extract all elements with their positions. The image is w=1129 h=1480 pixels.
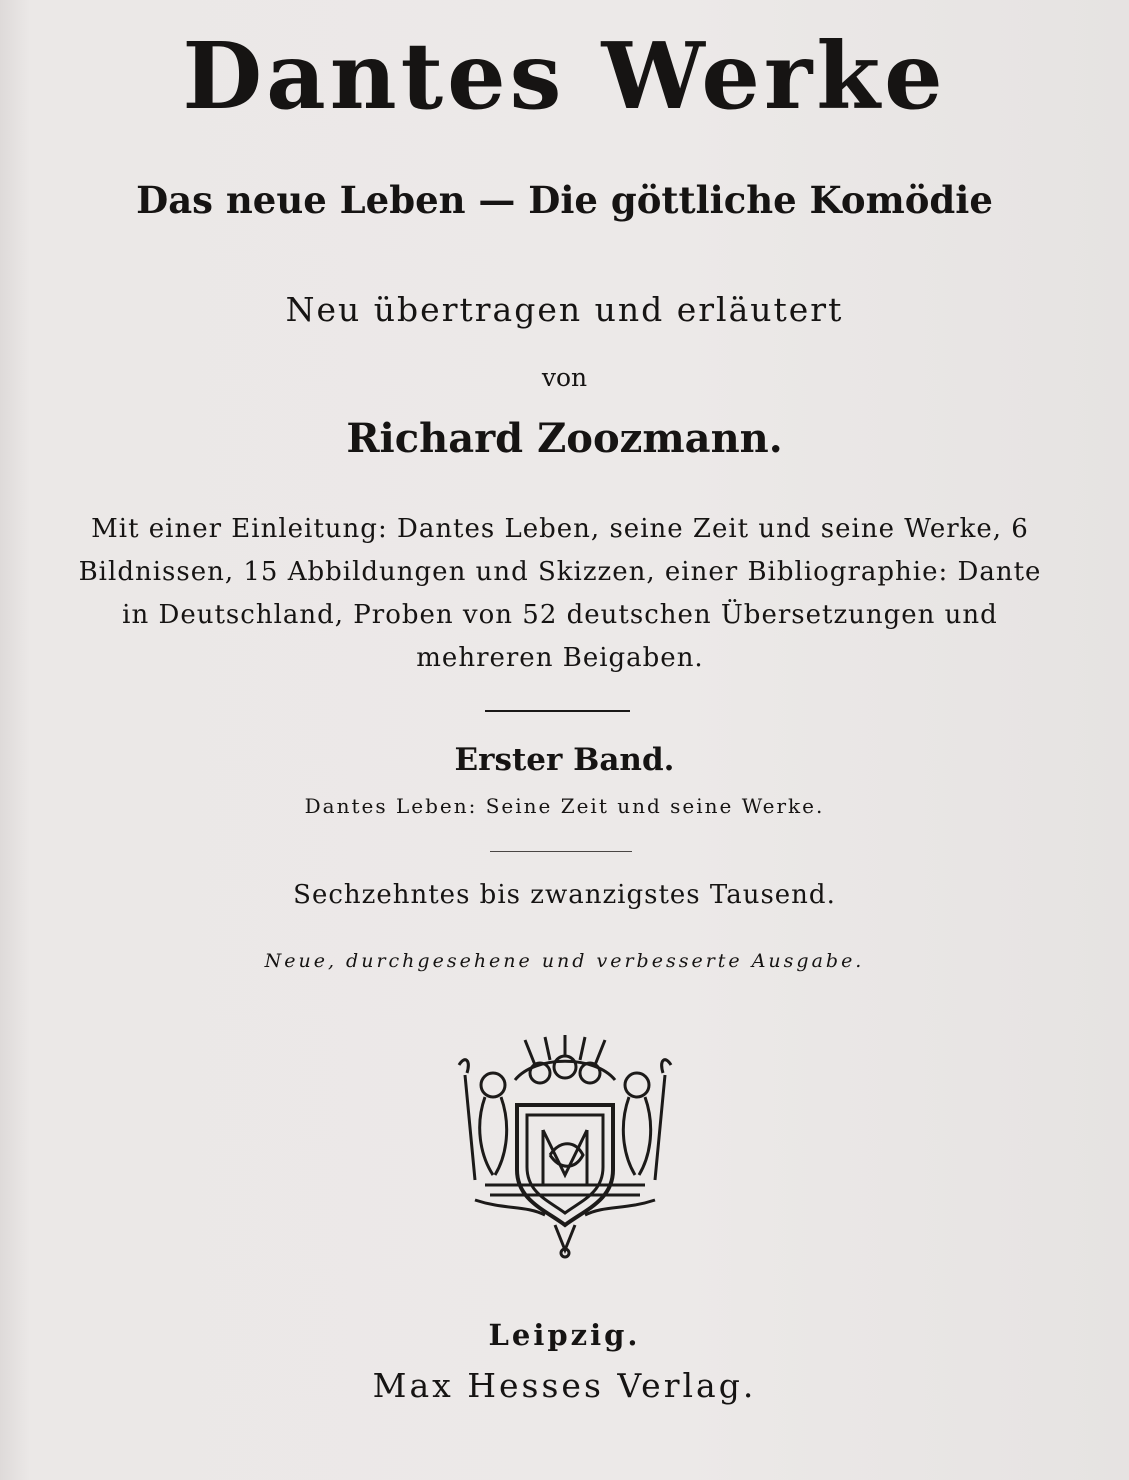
book-subtitle: Das neue Leben — Die göttliche Komödie	[136, 178, 993, 222]
volume-label: Erster Band.	[454, 742, 675, 778]
by-label: von	[541, 363, 588, 392]
edition-note: Sechzehntes bis zwanzigstes Tausend.	[293, 880, 836, 910]
publisher-emblem-icon	[445, 1035, 685, 1260]
publication-city: Leipzig.	[488, 1318, 641, 1352]
translation-note: Neu übertragen und erläutert	[285, 290, 844, 329]
volume-subtitle: Dantes Leben: Seine Zeit und seine Werke.	[304, 794, 825, 818]
book-title: Dantes Werke	[182, 22, 947, 130]
revised-edition-note: Neue, durchgesehene und verbesserte Ausgabe.	[264, 950, 865, 972]
divider-rule	[490, 851, 632, 852]
publisher-name: Max Hesses Verlag.	[372, 1366, 757, 1405]
author-name: Richard Zoozmann.	[346, 415, 783, 462]
contents-description: Mit einer Einleitung: Dantes Leben, seine Zeit und seine Werke, 6 Bildnissen, 15 Abbildungen und Skizzen, einer Bibliographie: Dante in Deutschland, Proben von 52 deutschen Übersetzungen und mehreren Beigaben.	[78, 514, 1042, 673]
divider-rule	[485, 710, 630, 712]
